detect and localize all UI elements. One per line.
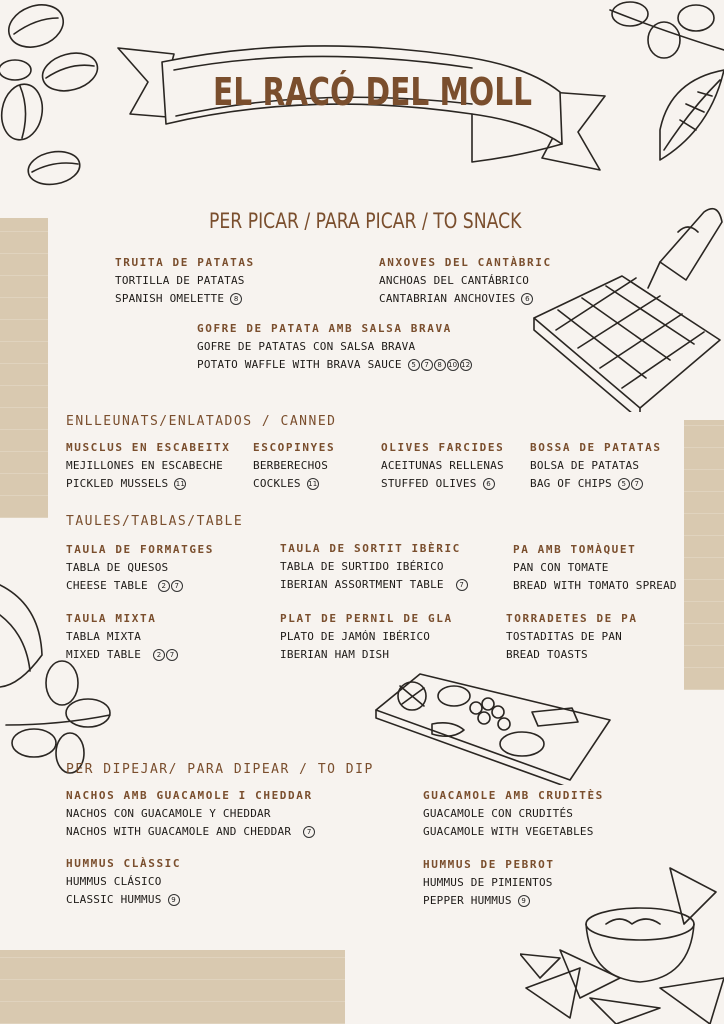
item-name-en: CANTABRIAN ANCHOVIES: [379, 292, 516, 305]
item-name-en-row: [66, 893, 181, 906]
item-name-es: BERBERECHOS: [253, 459, 329, 472]
item-name-en: PICKLED MUSSELS: [66, 477, 169, 490]
allergen-badges: [168, 894, 180, 906]
item-name-en: POTATO WAFFLE WITH BRAVA SAUCE: [197, 358, 402, 371]
item-name-es: TABLA MIXTA: [66, 630, 142, 643]
item-name-en-row: [115, 292, 255, 305]
allergen-badge: 6: [521, 293, 533, 305]
item-name-en-row: [66, 825, 315, 838]
item-name-en: CLASSIC HUMMUS: [66, 893, 162, 906]
allergen-badge: 10: [448, 361, 458, 369]
item-title: ESCOPINYES: [253, 441, 336, 454]
item-title: BOSSA DE PATATAS: [530, 441, 662, 454]
item-title: GOFRE DE PATATA AMB SALSA BRAVA: [197, 322, 452, 335]
item-name-es: TORTILLA DE PATATAS: [115, 274, 245, 287]
item-name-en-row: [66, 579, 214, 592]
item-name-en: NACHOS WITH GUACAMOLE AND CHEDDAR: [66, 825, 292, 838]
paper-strip-bottom: [0, 950, 345, 1024]
menu-item: [115, 256, 255, 305]
menu-item: [280, 542, 468, 591]
paper-strip-left: [0, 218, 48, 518]
allergen-badges: [307, 478, 319, 490]
item-name-es: HUMMUS DE PIMIENTOS: [423, 876, 553, 889]
item-name-en: CHEESE TABLE: [66, 579, 148, 592]
item-title: HUMMUS DE PEBROT: [423, 858, 555, 871]
allergen-badge: 8: [434, 359, 446, 371]
item-title: TAULA DE FORMATGES: [66, 543, 215, 556]
allergen-badge: 8: [230, 293, 242, 305]
item-name-es: PAN CON TOMATE: [513, 561, 609, 574]
item-title: PLAT DE PERNIL DE GLA: [280, 612, 453, 625]
item-title: GUACAMOLE AMB CRUDITÈS: [423, 789, 604, 802]
menu-item: [423, 789, 604, 838]
item-name-en: PEPPER HUMMUS: [423, 894, 512, 907]
menu-item: [530, 441, 662, 490]
allergen-badge: 7: [303, 826, 315, 838]
waffle-icon: [528, 192, 724, 412]
allergen-badge: 9: [518, 895, 530, 907]
item-name-es: TABLA DE QUESOS: [66, 561, 169, 574]
item-name-es: ANCHOAS DEL CANTÁBRICO: [379, 274, 530, 287]
allergen-badges: [158, 580, 183, 592]
item-name-es: HUMMUS CLÁSICO: [66, 875, 162, 888]
item-name-en: BREAD WITH TOMATO SPREAD: [513, 579, 677, 592]
coffee-branch-icon: [600, 0, 724, 200]
sauce-bottle-icon: [648, 209, 722, 288]
allergen-badges: [518, 895, 530, 907]
item-title: ANXOVES DEL CANTÀBRIC: [379, 256, 552, 269]
section-heading-snack: PER PICAR / PARA PICAR / TO SNACK: [209, 209, 522, 233]
item-name-en-row: [530, 477, 662, 490]
allergen-badges: [408, 359, 472, 371]
item-name-en-row: [379, 292, 552, 305]
item-name-es: ACEITUNAS RELLENAS: [381, 459, 504, 472]
menu-item: [66, 612, 178, 661]
allergen-badge: 5: [618, 478, 630, 490]
item-name-en: COCKLES: [253, 477, 301, 490]
allergen-badges: [230, 293, 242, 305]
item-name-en-row: [423, 894, 555, 907]
coffee-beans-icon: [0, 0, 110, 200]
menu-item: [66, 543, 214, 592]
item-title: TAULA MIXTA: [66, 612, 157, 625]
item-title: TAULA DE SORTIT IBÈRIC: [280, 542, 461, 555]
item-name-es: TABLA DE SURTIDO IBÉRICO: [280, 560, 444, 573]
item-title: TORRADETES DE PA: [506, 612, 638, 625]
item-title: TRUITA DE PATATAS: [115, 256, 255, 269]
restaurant-name: EL RACÓ DEL MOLL: [213, 70, 533, 114]
item-name-es: GUACAMOLE CON CRUDITÉS: [423, 807, 574, 820]
menu-item: [66, 441, 230, 490]
item-name-en: IBERIAN HAM DISH: [280, 648, 390, 661]
menu-item: [381, 441, 504, 490]
item-title: OLIVES FARCIDES: [381, 441, 505, 454]
item-name-es: MEJILLONES EN ESCABECHE: [66, 459, 223, 472]
allergen-badges: [303, 826, 315, 838]
item-name-en-row: [66, 648, 178, 661]
allergen-badges: [174, 478, 186, 490]
item-name-en: SPANISH OMELETTE: [115, 292, 225, 305]
leaf-icon: [0, 575, 120, 780]
allergen-badges: [618, 478, 643, 490]
allergen-badges: [521, 293, 533, 305]
allergen-badge: 9: [168, 894, 180, 906]
menu-item: [66, 857, 181, 906]
section-heading-canned: ENLLEUNATS/ENLATADOS / CANNED: [66, 414, 337, 429]
allergen-badge: 7: [421, 359, 433, 371]
menu-item: [253, 441, 335, 490]
item-name-en: MIXED TABLE: [66, 648, 142, 661]
allergen-badge: 12: [461, 361, 471, 369]
allergen-badge: 5: [408, 359, 420, 371]
allergen-badge: 11: [308, 480, 318, 488]
item-name-en-row: [381, 477, 504, 490]
item-name-es: GOFRE DE PATATAS CON SALSA BRAVA: [197, 340, 416, 353]
item-title: MUSCLUS EN ESCABEITX: [66, 441, 231, 454]
item-name-en-row: [253, 477, 335, 490]
section-heading-dip: PER DIPEJAR/ PARA DIPEAR / TO DIP: [66, 762, 374, 777]
menu-item: [66, 789, 315, 838]
item-name-en-row: [197, 358, 472, 371]
item-name-es: TOSTADITAS DE PAN: [506, 630, 622, 643]
menu-item: [513, 543, 677, 592]
allergen-badges: [456, 579, 468, 591]
menu-item: [423, 858, 555, 907]
item-name-en: STUFFED OLIVES: [381, 477, 477, 490]
allergen-badge: 7: [456, 579, 468, 591]
allergen-badges: [153, 649, 178, 661]
menu-item: [197, 322, 472, 371]
allergen-badge: 2: [158, 580, 170, 592]
platter-icon: [372, 660, 617, 785]
item-name-es: BOLSA DE PATATAS: [530, 459, 640, 472]
section-heading-tables: TAULES/TABLAS/TABLE: [66, 514, 244, 529]
menu-item: [506, 612, 638, 661]
item-name-en: GUACAMOLE WITH VEGETABLES: [423, 825, 594, 838]
allergen-badges: [483, 478, 495, 490]
allergen-badge: 7: [631, 478, 643, 490]
allergen-badge: 11: [175, 480, 185, 488]
menu-item: [379, 256, 552, 305]
item-name-en-row: [280, 578, 468, 591]
allergen-badge: 7: [166, 649, 178, 661]
menu-item: [280, 612, 453, 661]
paper-strip-right: [684, 420, 724, 690]
item-name-en: BREAD TOASTS: [506, 648, 588, 661]
allergen-badge: 6: [483, 478, 495, 490]
item-name-es: PLATO DE JAMÓN IBÉRICO: [280, 630, 431, 643]
item-title: PA AMB TOMÀQUET: [513, 543, 637, 556]
allergen-badge: 7: [171, 580, 183, 592]
item-title: NACHOS AMB GUACAMOLE I CHEDDAR: [66, 789, 313, 802]
item-title: HUMMUS CLÀSSIC: [66, 857, 182, 870]
item-name-es: NACHOS CON GUACAMOLE Y CHEDDAR: [66, 807, 271, 820]
item-name-en-row: [66, 477, 230, 490]
item-name-en: IBERIAN ASSORTMENT TABLE: [280, 578, 444, 591]
allergen-badge: 2: [153, 649, 165, 661]
item-name-en: BAG OF CHIPS: [530, 477, 612, 490]
